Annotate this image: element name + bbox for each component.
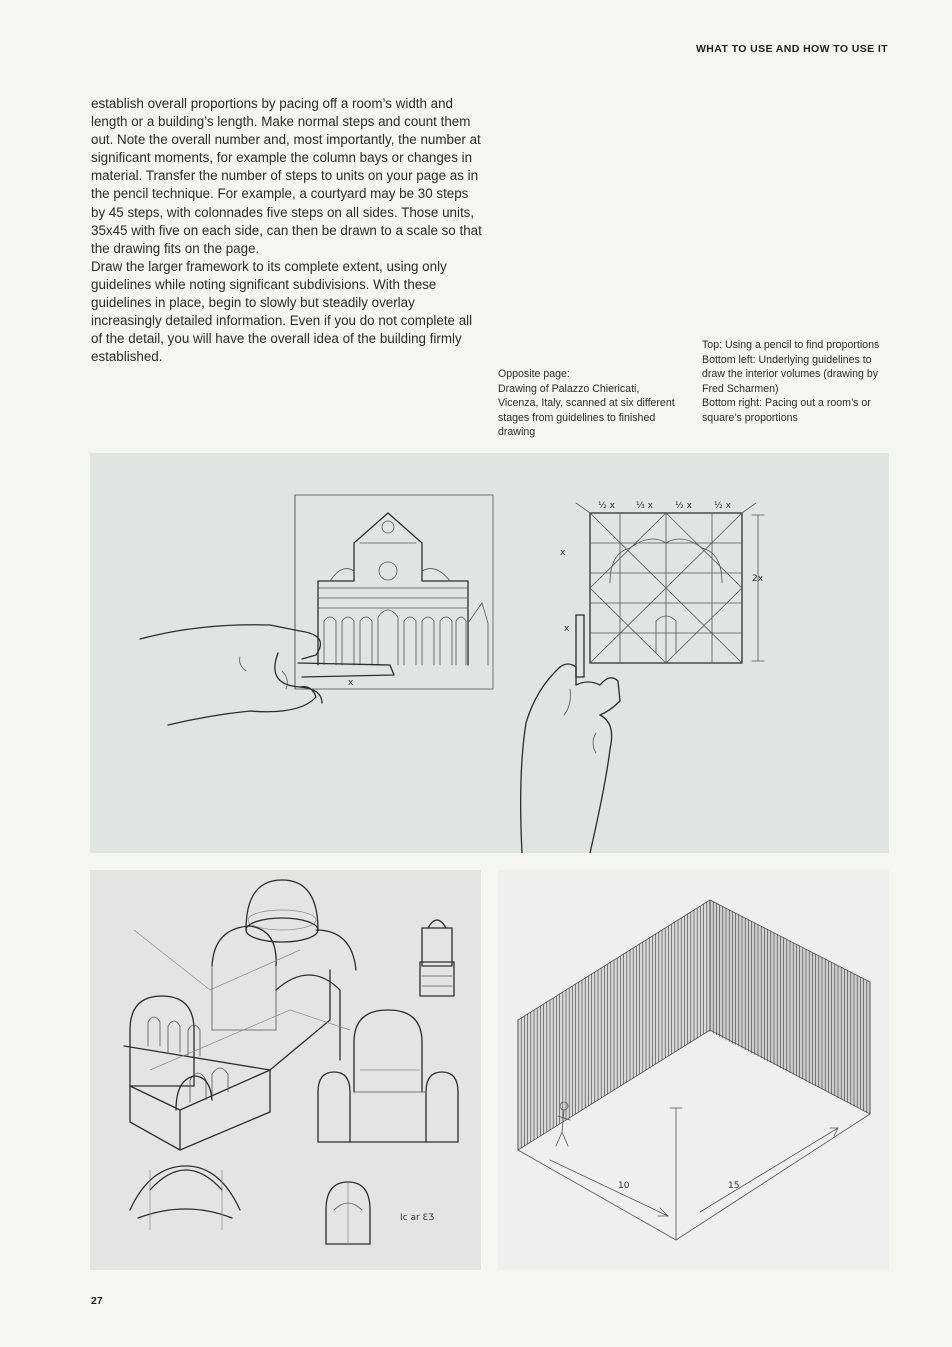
label-half-x-3: ½ x: [714, 501, 731, 511]
caption-line: Drawing of Palazzo Chiericati, Vicenza, Italy, scanned at six different stages from guidelines to finished drawing: [498, 382, 675, 438]
caption-line: Bottom left: Underlying guidelines to draw the interior volumes (drawing by Fred Scharmen): [702, 353, 879, 395]
x-mark-left: x: [348, 678, 354, 688]
running-header: WHAT TO USE AND HOW TO USE IT: [695, 43, 888, 55]
vaulted-church-sketch: [124, 880, 356, 1150]
page-number: 27: [91, 1295, 103, 1307]
figure-pacing-room: [498, 870, 889, 1270]
body-text: [91, 95, 486, 366]
caption-line: Bottom right: Pacing out a room’s or square’s proportions: [702, 397, 871, 424]
label-10-steps: 10: [618, 1181, 630, 1191]
caption-figures: [702, 338, 892, 425]
interior-volumes-illustration: [90, 870, 481, 1270]
left-hand-sketch: [140, 625, 394, 725]
small-vault-sketch: [326, 1182, 370, 1244]
pencil-proportions-illustration: [90, 453, 889, 853]
body-paragraph-1: establish overall proportions by pacing off a room’s width and length or a building’s length. Make normal steps and count them out. Note the overall number and, most importantly, the number at significant moments, for example the column bays or changes in material. Transfer the number of steps to units on your page as in the pencil technique. For example, a courtyard may be 30 steps by 45 steps, with colonnades five steps on all sides. Those units, 35x45 with five on each side, can then be drawn to a scale so that the drawing fits on the page.: [91, 96, 482, 256]
caption-line: Top: Using a pencil to find proportions: [702, 339, 880, 351]
church-facade-sketch: [295, 495, 493, 689]
proportion-grid-sketch: [576, 503, 764, 663]
caption-opposite-page: [498, 367, 678, 440]
right-hand-sketch: [521, 615, 620, 853]
domed-elevation-sketch: [318, 1010, 458, 1142]
label-15-steps: 15: [728, 1181, 740, 1191]
x-mark-right-top: x: [560, 548, 566, 558]
label-third-x: ⅓ x: [636, 501, 653, 511]
label-half-x-2: ½ x: [675, 501, 692, 511]
label-half-x-1: ½ x: [598, 501, 615, 511]
artist-signature: Ic ar ƐӠ: [400, 1213, 435, 1223]
body-paragraph-2: Draw the larger framework to its complete extent, using only guidelines while noting significant subdivisions. With these guidelines in place, begin to slowly but steadily overlay increasingly detailed information. Even if you do not complete all of the detail, you will have the overall idea of the building firmly established.: [91, 258, 473, 365]
cross-vault-sketch: [130, 1166, 240, 1230]
figure-interior-volumes: [90, 870, 481, 1270]
figure-pencil-proportions: [90, 453, 889, 853]
caption-line: Opposite page:: [498, 368, 570, 380]
pacing-room-illustration: [498, 870, 889, 1270]
label-two-x: 2x: [752, 574, 764, 584]
room-floor: [518, 1108, 870, 1240]
pacing-arrows: [550, 1128, 838, 1216]
plan-diagram-sketch: [420, 920, 454, 996]
x-mark-right-bottom: x: [564, 624, 570, 634]
